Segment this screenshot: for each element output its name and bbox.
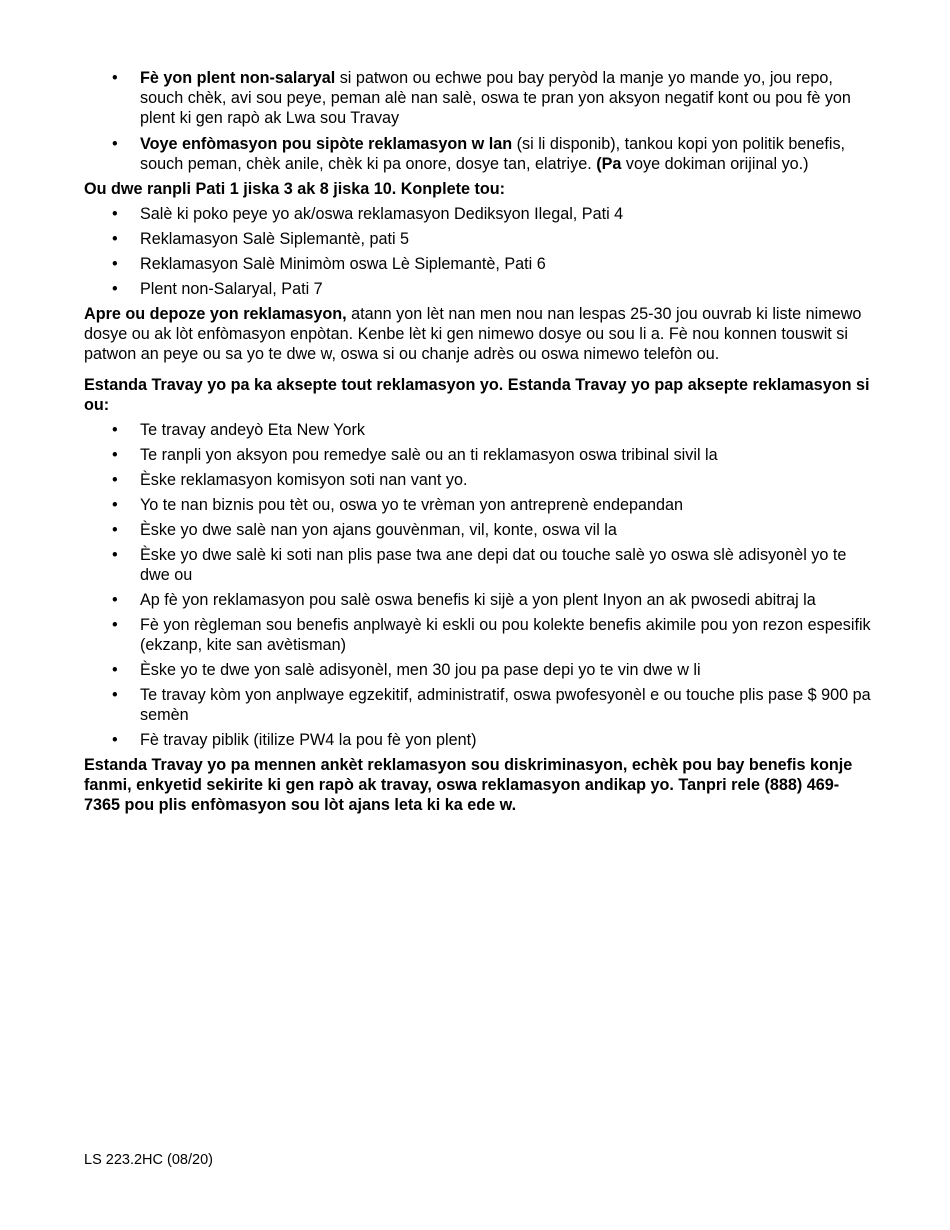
closing-note: Estanda Travay yo pa mennen ankèt reklamasyon sou diskriminasyon, echèk pou bay benefis konje fanmi, enkyetid sekirite ki gen rapò ak travay, oswa reklamasyon andikap yo. Tanpri rele (888) 469-7365 pou plis enfòmasyon sou lòt ajans leta ki ka ede w. <box>84 756 853 814</box>
list-item: • Plent non-Salaryal, Pati 7 <box>84 279 874 299</box>
after-filing-paragraph <box>84 304 874 364</box>
list-item: • Fè yon règleman sou benefis anplwayè ki eskli ou pou kolekte benefis akimile pou yon rezon espesifik (ekzanp, kite san avètisman) <box>84 615 874 655</box>
list-item: • Èske yo dwe salè nan yon ajans gouvènman, vil, konte, oswa vil la <box>84 520 874 540</box>
fill-parts-list <box>84 204 874 299</box>
list-item: • Ap fè yon reklamasyon pou salè oswa benefis ki sijè a yon plent Inyon an ak pwosedi abitraj la <box>84 590 874 610</box>
bullet-lead: Fè yon plent non-salaryal <box>140 69 336 87</box>
bullet-text: voye dokiman orijinal yo.) <box>621 155 809 173</box>
intro-bullet-list <box>84 68 874 174</box>
list-item: • Salè ki poko peye yo ak/oswa reklamasyon Dediksyon Ilegal, Pati 4 <box>84 204 874 224</box>
paragraph-text: atann yon lèt nan men nou nan lespas 25-30 jou ouvrab ki liste nimewo dosye ou ak lòt enfòmasyon enpòtan. Kenbe lèt ki gen nimewo dosye ou sou li a. Fè nou konnen touswit si patwon an peye ou sa yo te dwe w, oswa si ou chanje adrès ou oswa nimewo telefòn ou. <box>84 305 862 363</box>
bullet-lead: Voye enfòmasyon pou sipòte reklamasyon w lan <box>140 135 513 153</box>
paragraph-lead: Apre ou depoze yon reklamasyon, <box>84 305 347 323</box>
list-item: • Èske reklamasyon komisyon soti nan vant yo. <box>84 470 874 490</box>
list-item: • Reklamasyon Salè Siplemantè, pati 5 <box>84 229 874 249</box>
list-item <box>84 134 874 174</box>
list-item: • Èske yo dwe salè ki soti nan plis pase twa ane depi dat ou touche salè yo oswa slè adisyonèl yo te dwe ou <box>84 545 874 585</box>
list-item <box>84 68 874 128</box>
document-page <box>84 68 874 815</box>
list-item: • Yo te nan biznis pou tèt ou, oswa yo te vrèman yon antreprenè endepandan <box>84 495 874 515</box>
not-accepted-list <box>84 420 874 750</box>
bullet-text: si patwon ou echwe pou bay peryòd la manje yo mande yo, jou repo, souch chèk, avi sou peye, peman alè nan salè, oswa te pran yon aksyon negatif kont ou pou fè yon plent ki gen rapò ak Lwa sou Travay <box>140 69 851 127</box>
form-code-footer: LS 223.2HC (08/20) <box>84 1152 213 1168</box>
list-item: • Te ranpli yon aksyon pou remedye salè ou an ti reklamasyon oswa tribinal sivil la <box>84 445 874 465</box>
list-item: • Te travay andeyò Eta New York <box>84 420 874 440</box>
bullet-text: (si li disponib), tankou kopi yon politik benefis, souch peman, chèk anile, chèk ki pa onore, dosye tan, elatriye. <box>140 135 846 173</box>
list-item: • Reklamasyon Salè Minimòm oswa Lè Siplemantè, Pati 6 <box>84 254 874 274</box>
list-item: • Te travay kòm yon anplwaye egzekitif, administratif, oswa pwofesyonèl e ou touche plis pase $ 900 pa semèn <box>84 685 874 725</box>
bullet-emphasis: (Pa <box>596 155 622 173</box>
not-accepted-heading: Estanda Travay yo pa ka aksepte tout reklamasyon yo. Estanda Travay yo pap aksepte reklamasyon si ou: <box>84 376 870 414</box>
list-item: • Èske yo te dwe yon salè adisyonèl, men 30 jou pa pase depi yo te vin dwe w li <box>84 660 874 680</box>
list-item: • Fè travay piblik (itilize PW4 la pou fè yon plent) <box>84 730 874 750</box>
fill-instructions-heading: Ou dwe ranpli Pati 1 jiska 3 ak 8 jiska 10. Konplete tou: <box>84 180 506 198</box>
